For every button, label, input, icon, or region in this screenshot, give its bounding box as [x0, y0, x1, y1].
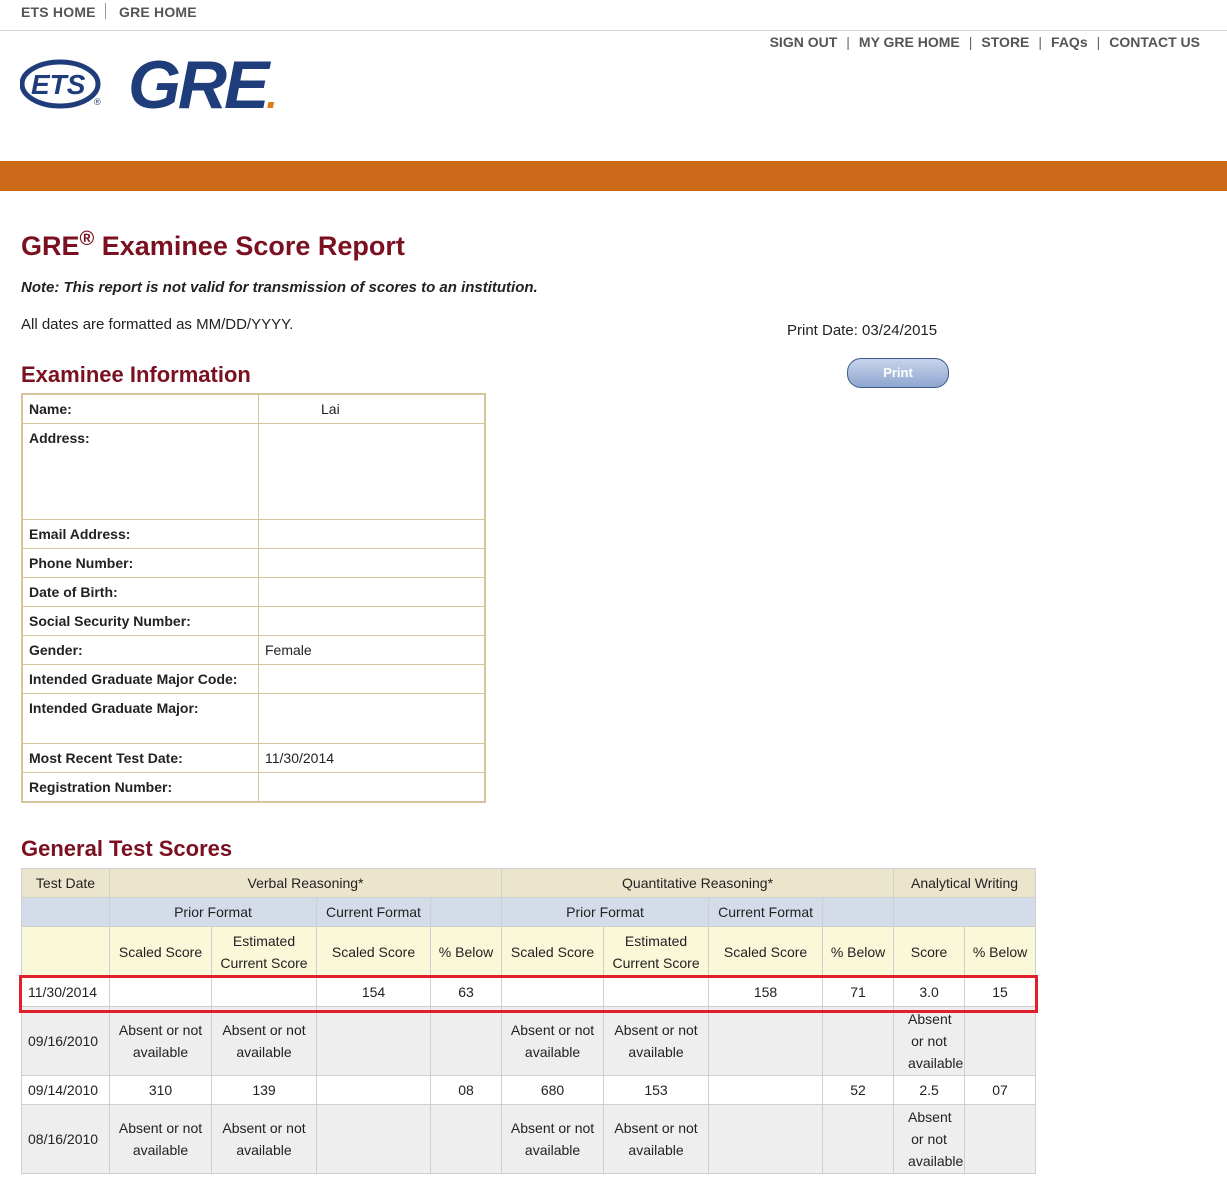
ets-logo-text: ETS — [31, 69, 86, 100]
cell-v-prior-scaled: Absent or not available — [110, 1007, 212, 1076]
ets-logo[interactable] — [20, 57, 104, 116]
scores-table — [21, 868, 1036, 1174]
cell-q-prior-est: Absent or not available — [604, 1007, 709, 1076]
info-label: Phone Number: — [22, 549, 259, 578]
test-scores-title: General Test Scores — [21, 836, 233, 861]
gre-logo[interactable]: GRE. — [128, 47, 275, 123]
cell-v-cur-scaled — [317, 1076, 431, 1105]
info-value — [259, 773, 486, 803]
col-header-q-current: Current Format — [709, 898, 823, 927]
col-header-v-cur-scaled: Scaled Score — [317, 927, 431, 978]
divider: | — [1096, 34, 1101, 50]
cell-date: 08/16/2010 — [22, 1105, 110, 1174]
info-row-registration — [22, 773, 485, 803]
cell-v-pct: 63 — [431, 978, 502, 1007]
utility-bar — [0, 0, 1227, 31]
info-label: Intended Graduate Major Code: — [22, 665, 259, 694]
info-value — [259, 694, 486, 744]
info-value — [259, 549, 486, 578]
sign-out-link[interactable]: SIGN OUT — [769, 34, 838, 50]
cell-q-pct: 52 — [823, 1076, 894, 1105]
col-header-v-prior: Prior Format — [110, 898, 317, 927]
cell-q-cur-scaled — [709, 1105, 823, 1174]
info-row-address — [22, 424, 485, 520]
info-label: Most Recent Test Date: — [22, 744, 259, 773]
info-label: Date of Birth: — [22, 578, 259, 607]
cell-q-prior-est — [604, 978, 709, 1007]
info-row-major — [22, 694, 485, 744]
info-row-ssn — [22, 607, 485, 636]
print-button[interactable]: Print — [847, 358, 949, 388]
col-header-v-prior-est: Estimated Current Score — [212, 927, 317, 978]
empty-cell — [22, 898, 110, 927]
cell-w-score: 2.5 — [894, 1076, 965, 1105]
cell-date: 09/16/2010 — [22, 1007, 110, 1076]
info-row-name — [22, 394, 485, 424]
cell-v-prior-est — [212, 978, 317, 1007]
cell-q-prior-est: 153 — [604, 1076, 709, 1105]
divider: | — [1038, 34, 1043, 50]
cell-v-prior-est: Absent or not available — [212, 1007, 317, 1076]
cell-w-score: Absent or not available — [894, 1007, 965, 1076]
cell-q-prior-scaled: Absent or not available — [502, 1105, 604, 1174]
info-label: Email Address: — [22, 520, 259, 549]
cell-q-pct — [823, 1105, 894, 1174]
cell-v-prior-scaled: Absent or not available — [110, 1105, 212, 1174]
info-row-major-code — [22, 665, 485, 694]
info-row-email — [22, 520, 485, 549]
col-header-w-pct: % Below — [965, 927, 1036, 978]
col-header-q-prior-scaled: Scaled Score — [502, 927, 604, 978]
info-value: Lai — [259, 394, 486, 424]
cell-w-pct: 07 — [965, 1076, 1036, 1105]
scores-header-row — [22, 869, 1036, 898]
cell-q-prior-scaled: Absent or not available — [502, 1007, 604, 1076]
my-gre-home-link[interactable]: MY GRE HOME — [858, 34, 960, 50]
cell-q-cur-scaled — [709, 1076, 823, 1105]
info-label: Name: — [22, 394, 259, 424]
scores-subheader-row — [22, 927, 1036, 978]
cell-q-prior-scaled — [502, 978, 604, 1007]
cell-v-prior-est: Absent or not available — [212, 1105, 317, 1174]
ets-home-link[interactable]: ETS HOME — [21, 4, 96, 20]
gre-logo-text: GRE — [128, 47, 267, 123]
cell-w-score: Absent or not available — [894, 1105, 965, 1174]
col-header-quant: Quantitative Reasoning* — [502, 869, 894, 898]
col-header-q-prior-est: Estimated Current Score — [604, 927, 709, 978]
cell-v-cur-scaled — [317, 1105, 431, 1174]
col-header-q-pct: % Below — [823, 927, 894, 978]
cell-q-prior-est: Absent or not available — [604, 1105, 709, 1174]
info-value — [259, 424, 486, 520]
examinee-info-title: Examinee Information — [21, 362, 251, 387]
info-row-phone — [22, 549, 485, 578]
cell-w-pct — [965, 1105, 1036, 1174]
col-header-writing: Analytical Writing — [894, 869, 1036, 898]
svg-text:®: ® — [94, 97, 101, 107]
col-header-v-prior-scaled: Scaled Score — [110, 927, 212, 978]
info-value: 11/30/2014 — [259, 744, 486, 773]
cell-date: 09/14/2010 — [22, 1076, 110, 1105]
cell-q-cur-scaled: 158 — [709, 978, 823, 1007]
cell-v-prior-scaled: 310 — [110, 1076, 212, 1105]
col-header-v-pct: % Below — [431, 927, 502, 978]
info-value — [259, 665, 486, 694]
empty-cell — [894, 898, 1036, 927]
info-label: Address: — [22, 424, 259, 520]
cell-q-prior-scaled: 680 — [502, 1076, 604, 1105]
info-label: Gender: — [22, 636, 259, 665]
divider — [105, 3, 106, 19]
scores-format-row — [22, 898, 1036, 927]
cell-w-score: 3.0 — [894, 978, 965, 1007]
cell-q-cur-scaled — [709, 1007, 823, 1076]
page-title: GRE® Examinee Score Report — [21, 228, 405, 261]
col-header-q-cur-scaled: Scaled Score — [709, 927, 823, 978]
table-row — [22, 978, 1036, 1007]
cell-v-pct — [431, 1105, 502, 1174]
faqs-link[interactable]: FAQs — [1051, 34, 1088, 50]
top-nav — [770, 34, 1200, 50]
table-row — [22, 1007, 1036, 1076]
info-value — [259, 607, 486, 636]
cell-w-pct — [965, 1007, 1036, 1076]
table-row — [22, 1105, 1036, 1174]
empty-cell — [431, 898, 502, 927]
col-header-w-score: Score — [894, 927, 965, 978]
orange-banner — [0, 161, 1227, 191]
gre-home-link[interactable]: GRE HOME — [119, 4, 197, 20]
info-label: Social Security Number: — [22, 607, 259, 636]
info-value — [259, 578, 486, 607]
empty-cell — [22, 927, 110, 978]
validity-note: Note: This report is not valid for transmission of scores to an institution. — [21, 279, 538, 296]
col-header-verbal: Verbal Reasoning* — [110, 869, 502, 898]
empty-cell — [823, 898, 894, 927]
print-date: Print Date: 03/24/2015 — [787, 322, 938, 339]
cell-q-pct — [823, 1007, 894, 1076]
examinee-info-table — [21, 393, 486, 803]
table-row — [22, 1076, 1036, 1105]
divider: | — [968, 34, 973, 50]
cell-w-pct: 15 — [965, 978, 1036, 1007]
col-header-v-current: Current Format — [317, 898, 431, 927]
cell-v-pct: 08 — [431, 1076, 502, 1105]
cell-v-prior-scaled — [110, 978, 212, 1007]
cell-v-cur-scaled: 154 — [317, 978, 431, 1007]
date-format-note: All dates are formatted as MM/DD/YYYY. — [21, 316, 294, 333]
contact-us-link[interactable]: CONTACT US — [1109, 34, 1200, 50]
info-label: Intended Graduate Major: — [22, 694, 259, 744]
cell-v-cur-scaled — [317, 1007, 431, 1076]
cell-date: 11/30/2014 — [22, 978, 110, 1007]
info-label: Registration Number: — [22, 773, 259, 803]
store-link[interactable]: STORE — [981, 34, 1030, 50]
cell-q-pct: 71 — [823, 978, 894, 1007]
info-value: Female — [259, 636, 486, 665]
divider: | — [846, 34, 850, 50]
col-header-q-prior: Prior Format — [502, 898, 709, 927]
cell-v-pct — [431, 1007, 502, 1076]
info-row-gender — [22, 636, 485, 665]
info-value — [259, 520, 486, 549]
cell-v-prior-est: 139 — [212, 1076, 317, 1105]
info-row-recent-test — [22, 744, 485, 773]
info-row-dob — [22, 578, 485, 607]
col-header-test-date: Test Date — [22, 869, 110, 898]
